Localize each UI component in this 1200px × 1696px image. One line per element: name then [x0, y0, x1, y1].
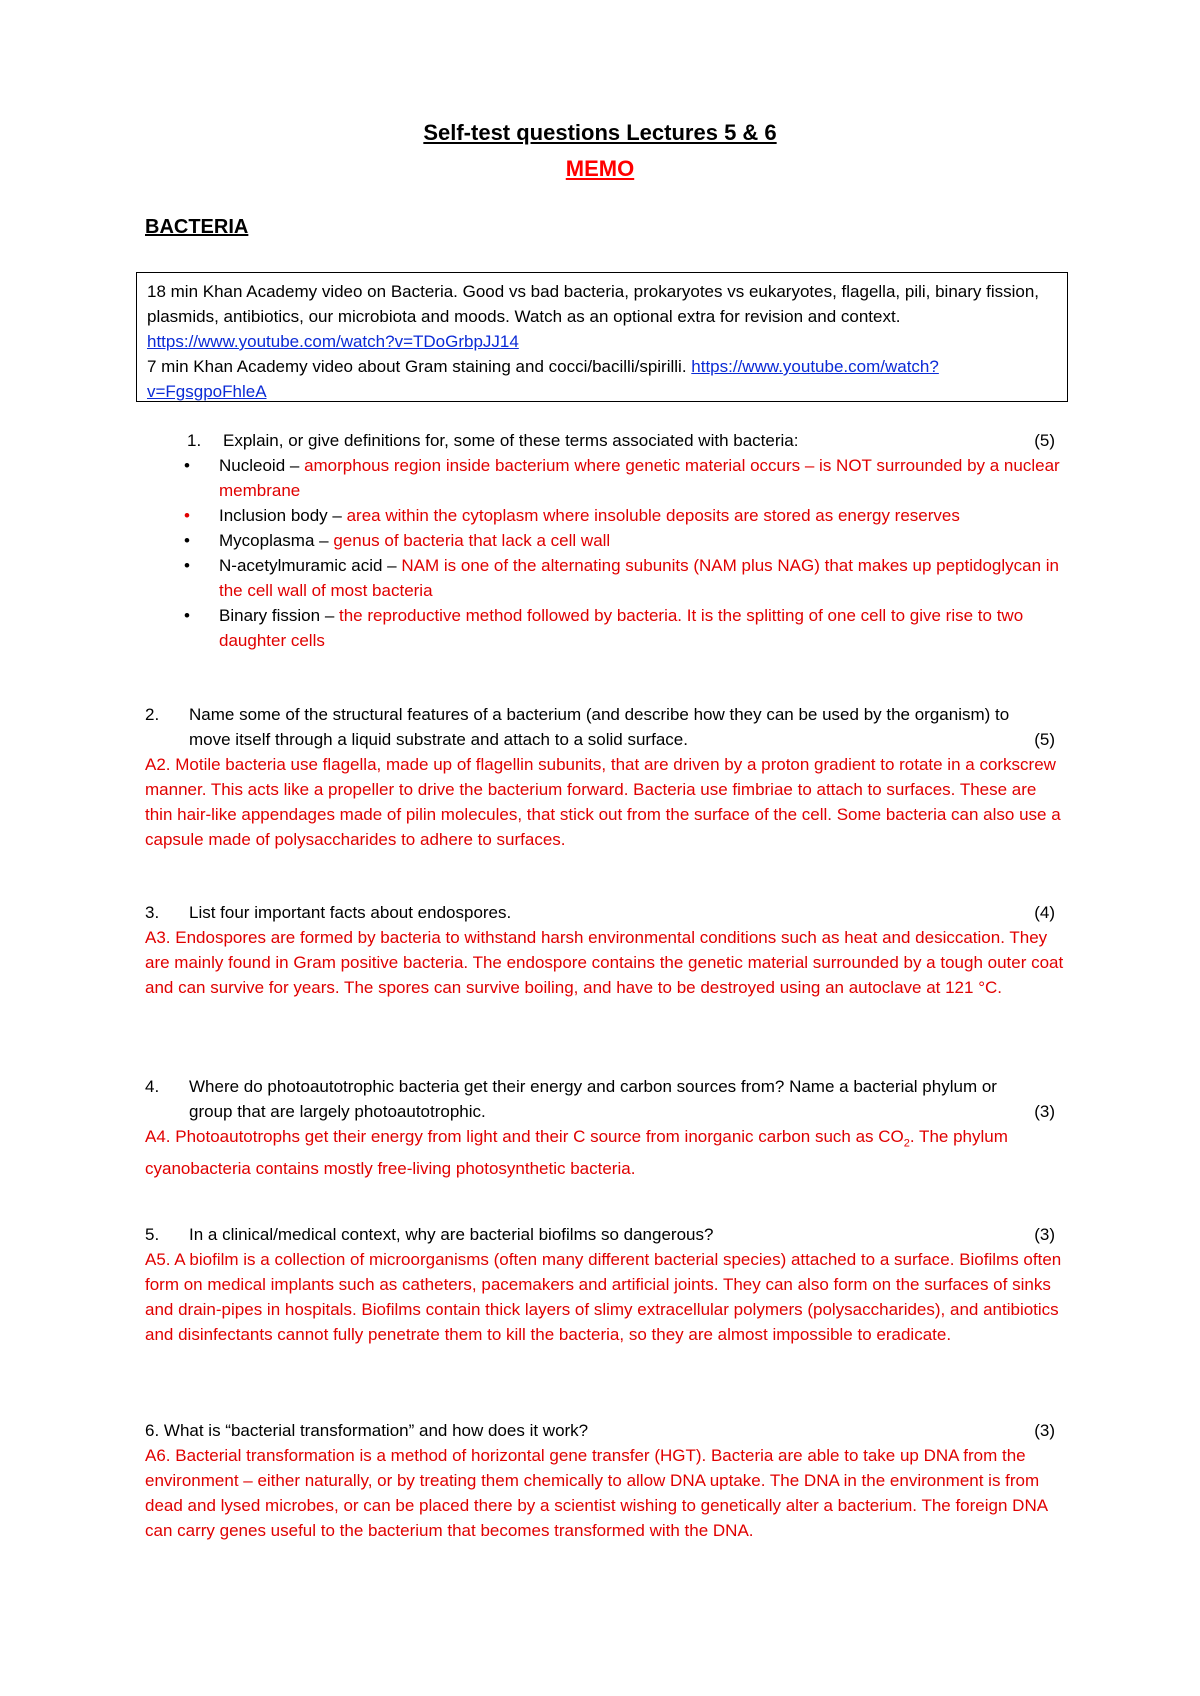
video-2-link[interactable]: https://www.youtube.com/watch?v=FgsgpoFhleA	[147, 357, 939, 401]
question-marks: (4)	[1034, 903, 1055, 922]
video-resources-box	[136, 272, 1068, 402]
answer-4: A4. Photoautotrophs get their energy from light and their C source from inorganic carbon such as $CO_2$. The phylum cyanobacteria contains mostly free-living photosynthetic bacteria.	[145, 1127, 1008, 1179]
page-title: Self-test questions Lectures 5 & 6	[423, 120, 777, 145]
question-text: In a clinical/medical context, why are bacterial biofilms so dangerous?	[189, 1225, 714, 1244]
question-row	[145, 702, 1065, 752]
list-item	[184, 453, 1064, 503]
memo-heading: MEMO	[565, 156, 635, 181]
question-text: 6. What is “bacterial transformation” and how does it work?	[145, 1421, 589, 1440]
question-row	[145, 1222, 1065, 1247]
question-text: Where do photoautotrophic bacteria get their energy and carbon sources from? Name a bacterial phylum or group that are largely photoautotrophic.	[189, 1077, 997, 1121]
question-number: 3.	[145, 903, 160, 922]
question-number: 2.	[145, 705, 160, 724]
definitions-list	[184, 453, 1064, 653]
definition: amorphous region inside bacterium where genetic material occurs – is NOT surrounded by a nuclear membrane	[219, 456, 1060, 500]
term: Mycoplasma –	[219, 531, 334, 550]
definition: area within the cytoplasm where insoluble deposits are stored as energy reserves	[346, 506, 960, 525]
video-1-link[interactable]: https://www.youtube.com/watch?v=TDoGrbpJJ14	[147, 332, 519, 351]
bullet-icon: •	[184, 606, 190, 625]
question-marks: (5)	[1034, 730, 1055, 749]
question-row	[145, 900, 1065, 925]
term: Nucleoid –	[219, 456, 305, 475]
question-marks: (5)	[1034, 431, 1055, 450]
question-1	[145, 428, 1065, 453]
question-marks: (3)	[1034, 1102, 1055, 1121]
bullet-icon: •	[184, 456, 190, 475]
question-text: Explain, or give definitions for, some of these terms associated with bacteria:	[223, 431, 799, 450]
definition: NAM is one of the alternating subunits (NAM plus NAG) that makes up peptidoglycan in the cell wall of most bacteria	[219, 556, 1059, 600]
list-item	[184, 503, 1064, 528]
question-number: 5.	[145, 1225, 160, 1244]
definition: the reproductive method followed by bacteria. It is the splitting of one cell to give rise to two daughter cells	[219, 606, 1024, 650]
question-marks: (3)	[1034, 1421, 1055, 1440]
video-2-description: 7 min Khan Academy video about Gram staining and cocci/bacilli/spirilli.	[147, 357, 687, 376]
list-item	[184, 603, 1064, 653]
list-item	[184, 553, 1064, 603]
question-4	[145, 1074, 1065, 1181]
term: Inclusion body –	[219, 506, 347, 525]
question-row	[145, 1074, 1065, 1124]
question-row	[145, 1418, 1065, 1443]
question-2	[145, 702, 1065, 852]
term: Binary fission –	[219, 606, 339, 625]
video-1-description: 18 min Khan Academy video on Bacteria. Good vs bad bacteria, prokaryotes vs eukaryotes, flagella, pili, binary fission, plasmids, antibiotics, our microbiota and moods. Watch as an optional extra for revision and context.	[147, 282, 1040, 326]
answer-6: A6. Bacterial transformation is a method of horizontal gene transfer (HGT). Bacteria are able to take up DNA from the environment – either naturally, or by treating them chemically to allow DNA uptake. The DNA in the environment is from dead and lysed microbes, or can be placed there by a scientist wishing to genetically alter a bacterium. The foreign DNA can carry genes useful to the bacterium that becomes transformed with the DNA.	[145, 1446, 1048, 1540]
bullet-icon: •	[184, 531, 190, 550]
section-heading-bacteria: BACTERIA	[145, 216, 249, 238]
question-3	[145, 900, 1065, 1000]
question-text: List four important facts about endospores.	[189, 903, 512, 922]
question-text: Name some of the structural features of a bacterium (and describe how they can be used by the organism) to move itself through a liquid substrate and attach to a solid surface.	[189, 705, 1010, 749]
list-item	[184, 528, 1064, 553]
bullet-icon: •	[184, 506, 190, 525]
question-6	[145, 1418, 1065, 1543]
answer-2: A2. Motile bacteria use flagella, made up of flagellin subunits, that are driven by a proton gradient to rotate in a corkscrew manner. This acts like a propeller to drive the bacterium forward. Bacteria use fimbriae to attach to surfaces. These are thin hair-like appendages made of pilin molecules, that stick out from the surface of the cell. Some bacteria can also use a capsule made of polysaccharides to adhere to surfaces.	[145, 755, 1061, 849]
question-number: 4.	[145, 1077, 160, 1096]
answer-5: A5. A biofilm is a collection of microorganisms (often many different bacterial species) attached to a surface. Biofilms often form on medical implants such as catheters, pacemakers and artificial joints. They can also form on the surfaces of sinks and drain-pipes in hospitals. Biofilms contain thick layers of slimy extracellular polymers (polysaccharides), and antibiotics and disinfectants cannot fully penetrate them to kill the bacteria, so they are almost impossible to eradicate.	[145, 1250, 1062, 1344]
question-marks: (3)	[1034, 1225, 1055, 1244]
definition: genus of bacteria that lack a cell wall	[333, 531, 611, 550]
question-number: 1.	[187, 431, 202, 450]
term: N-acetylmuramic acid –	[219, 556, 402, 575]
question-5	[145, 1222, 1065, 1347]
answer-3: A3. Endospores are formed by bacteria to withstand harsh environmental conditions such as heat and desiccation. They are mainly found in Gram positive bacteria. The endospore contains the genetic material surrounded by a tough outer coat and can survive for years. The spores can survive boiling, and have to be destroyed using an autoclave at 121 °C.	[145, 928, 1064, 997]
bullet-icon: •	[184, 556, 190, 575]
